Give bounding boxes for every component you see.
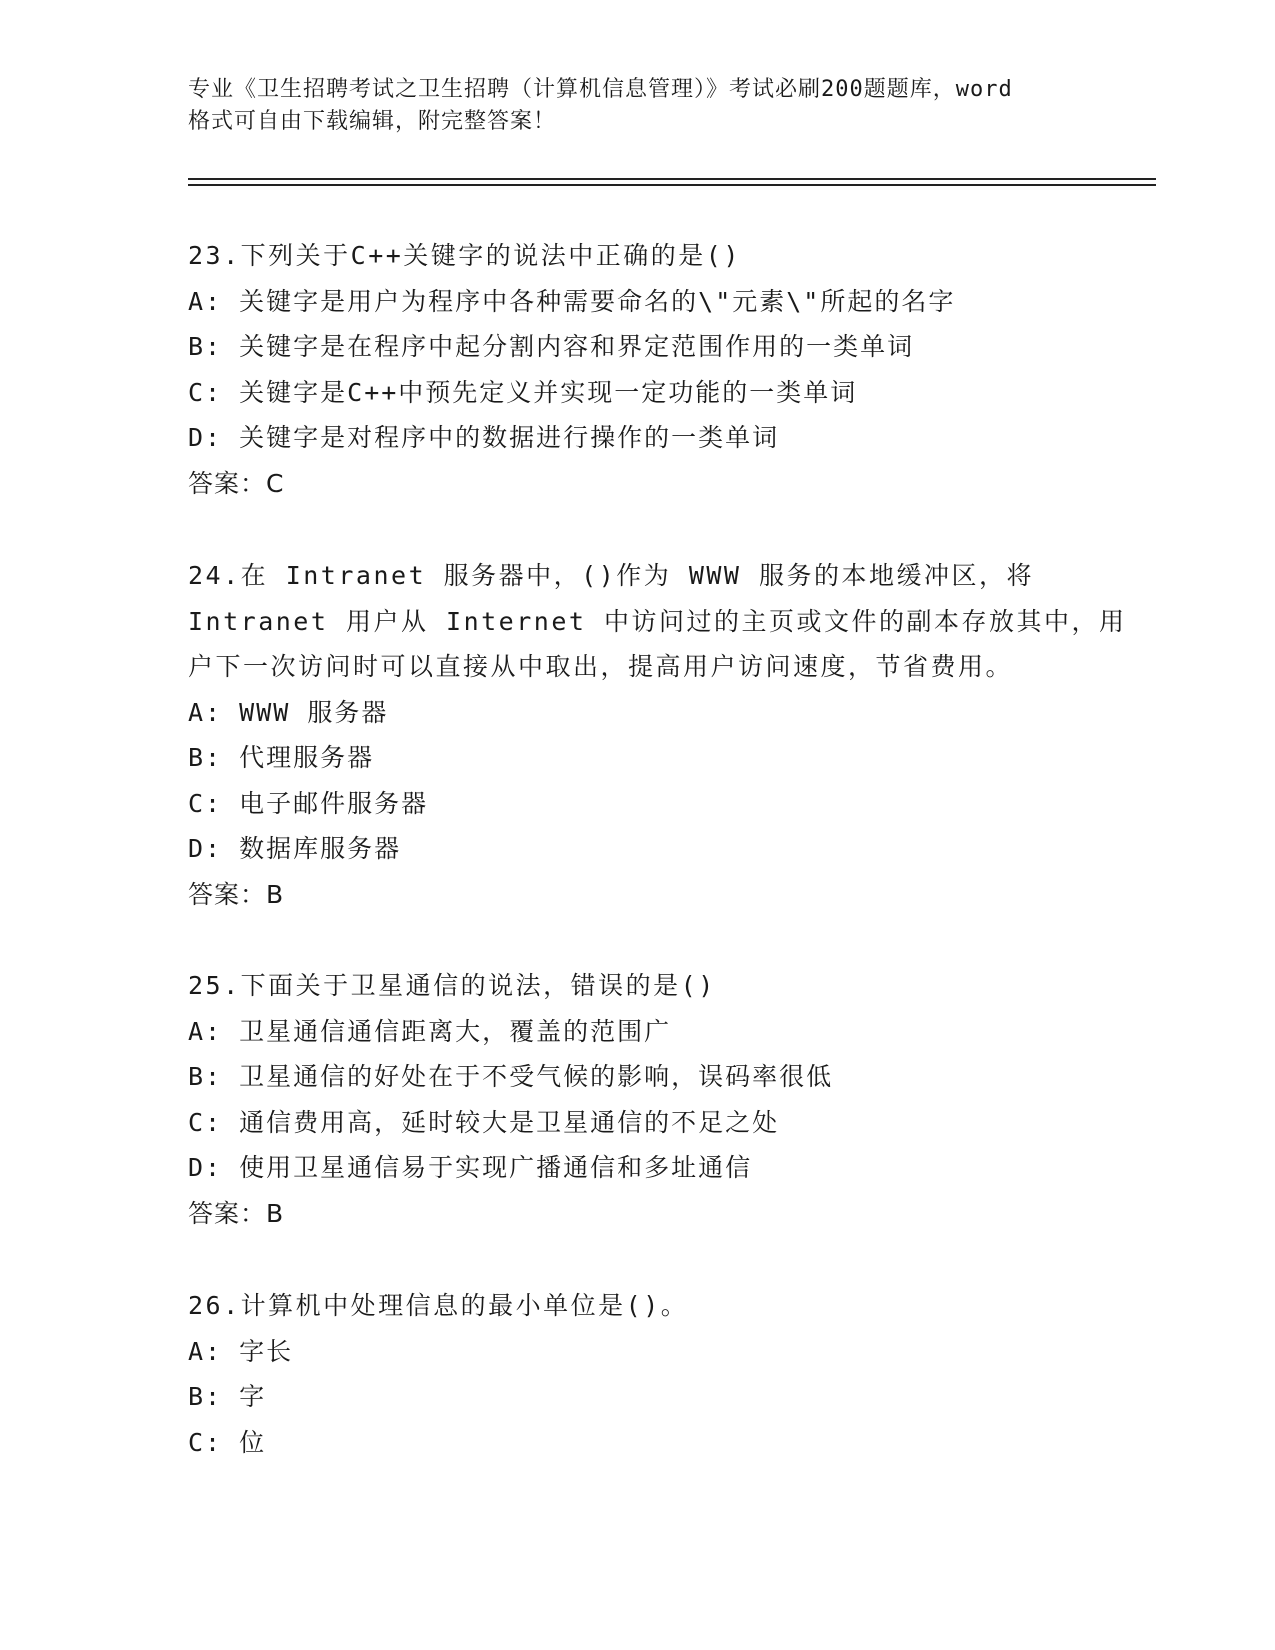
option-c: C: 通信费用高，延时较大是卫星通信的不足之处	[188, 1107, 780, 1137]
option-c: C: 位	[188, 1427, 267, 1457]
header-divider-bottom	[188, 184, 1156, 186]
option-c: C: 关键字是C++中预先定义并实现一定功能的一类单词	[188, 377, 858, 407]
option-d: D: 使用卫星通信易于实现广播通信和多址通信	[188, 1153, 753, 1182]
stem-line: 户下一次访问时可以直接从中取出，提高用户访问速度，节省费用。	[188, 652, 1014, 681]
question-25	[188, 963, 1088, 1236]
header-divider-top	[188, 178, 1156, 180]
answer-line: 答案：B	[188, 1198, 285, 1228]
question-26	[188, 1283, 1088, 1465]
answer-line: 答案：C	[188, 468, 285, 498]
stem-line: Intranet 用户从 Internet 中访问过的主页或文件的副本存放其中，用	[188, 606, 1127, 636]
question-24	[188, 553, 1127, 917]
option-a: A: 字长	[188, 1336, 294, 1366]
option-a: A: WWW 服务器	[188, 697, 389, 727]
option-b: B: 关键字是在程序中起分割内容和界定范围作用的一类单词	[188, 332, 915, 361]
option-a: A: 关键字是用户为程序中各种需要命名的\"元素\"所起的名字	[188, 286, 956, 316]
question-stem	[188, 963, 1088, 1009]
header-line-1: 专业《卫生招聘考试之卫生招聘（计算机信息管理）》考试必刷200题题库，word	[188, 77, 1013, 102]
option-b: B: 字	[188, 1382, 267, 1411]
question-stem	[188, 233, 1088, 279]
question-stem	[188, 553, 1127, 690]
answer-line: 答案：B	[188, 879, 285, 909]
stem-line: 25.下面关于卫星通信的说法，错误的是()	[188, 971, 716, 1000]
question-23	[188, 233, 1088, 506]
stem-line: 23.下列关于C++关键字的说法中正确的是()	[188, 241, 741, 270]
header-line-2: 格式可自由下载编辑，附完整答案！	[188, 109, 557, 134]
option-b: B: 代理服务器	[188, 743, 375, 772]
document-header	[188, 74, 1088, 138]
option-d: D: 关键字是对程序中的数据进行操作的一类单词	[188, 423, 780, 452]
option-a: A: 卫星通信通信距离大，覆盖的范围广	[188, 1016, 672, 1046]
question-stem	[188, 1283, 1088, 1329]
option-b: B: 卫星通信的好处在于不受气候的影响，误码率很低	[188, 1062, 834, 1091]
stem-line: 24.在 Intranet 服务器中，()作为 WWW 服务的本地缓冲区，将	[188, 561, 1035, 590]
option-c: C: 电子邮件服务器	[188, 788, 429, 818]
option-d: D: 数据库服务器	[188, 834, 402, 863]
stem-line: 26.计算机中处理信息的最小单位是()。	[188, 1291, 689, 1320]
